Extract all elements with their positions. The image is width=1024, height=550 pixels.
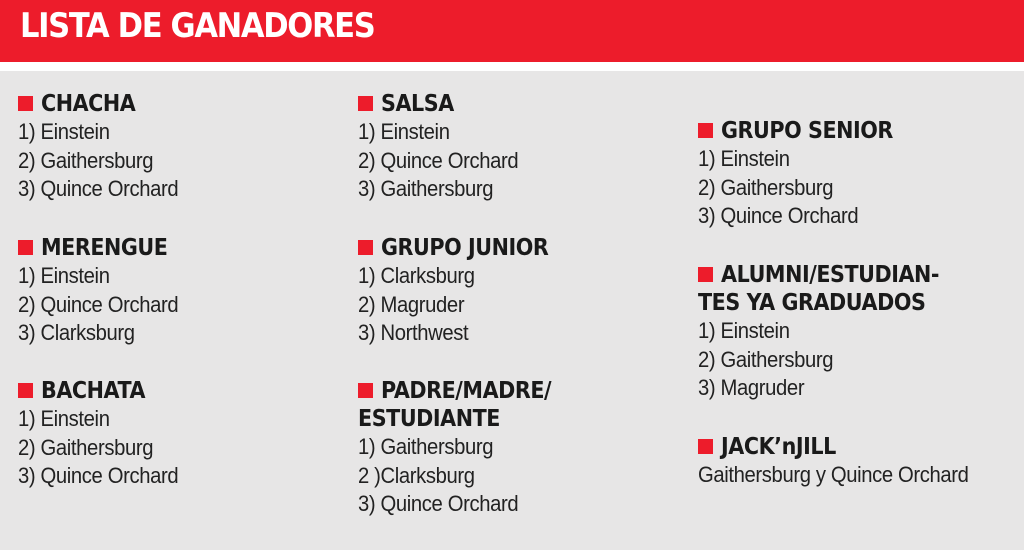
list-item: 1) Gaithersburg [358,434,494,459]
section-heading [698,117,1018,145]
red-square-icon [358,240,373,255]
list-item: 1) Clarksburg [358,263,475,288]
red-square-icon [698,123,713,138]
list-item: 2) Gaithersburg [18,147,154,173]
section-heading [698,433,1018,461]
section-jack-n-jill [698,433,1018,490]
red-square-icon [358,383,373,398]
list-item: 1) Einstein [698,146,790,171]
section-heading [18,377,338,405]
section-merengue [18,234,338,348]
list-item: 3) Clarksburg [18,320,135,346]
section-alumni [698,261,1018,403]
header-divider [0,62,1024,71]
list-item: 3) Magruder [698,375,805,401]
list-item: 2) Gaithersburg [18,434,154,460]
section-title: MERENGUE [41,235,168,261]
section-chacha [18,90,338,204]
list-item: 3) Quince Orchard [18,463,179,489]
list-item: Gaithersburg y Quince Orchard [698,462,969,487]
section-title: CHACHA [41,91,136,117]
section-heading [698,261,1018,289]
section-padre-madre-estudiante [358,377,678,519]
section-title: PADRE/MADRE/ [381,378,552,404]
section-heading [358,377,678,405]
section-title: GRUPO JUNIOR [381,235,549,261]
list-item: 2 )Clarksburg [358,462,475,488]
page-title: LISTA DE GANADORES [20,6,375,46]
list-item: 1) Einstein [18,263,110,288]
list-item: 1) Einstein [358,119,450,144]
header-banner [0,0,1024,62]
section-title: ALUMNI/ESTUDIAN- [721,262,940,288]
section-heading [358,90,678,118]
list-item: 3) Northwest [358,320,469,346]
section-title-line-2: TES YA GRADUADOS [698,290,926,316]
list-item: 3) Quince Orchard [18,176,179,202]
list-item: 1) Einstein [18,119,110,144]
list-item: 2) Magruder [358,291,465,317]
section-grupo-junior [358,234,678,348]
section-salsa [358,90,678,204]
section-grupo-senior [698,117,1018,231]
red-square-icon [698,439,713,454]
red-square-icon [698,267,713,282]
section-heading [18,234,338,262]
list-item: 2) Gaithersburg [698,346,834,372]
list-item: 1) Einstein [698,318,790,343]
section-heading [18,90,338,118]
list-item: 2) Quince Orchard [18,291,179,317]
section-title: SALSA [381,91,454,117]
list-item: 3) Gaithersburg [358,176,494,202]
red-square-icon [18,240,33,255]
list-item: 2) Gaithersburg [698,174,834,200]
list-item: 2) Quince Orchard [358,147,519,173]
red-square-icon [18,383,33,398]
list-item: 3) Quince Orchard [358,491,519,517]
section-bachata [18,377,338,491]
section-title: GRUPO SENIOR [721,118,893,144]
red-square-icon [358,96,373,111]
list-item: 3) Quince Orchard [698,203,859,229]
red-square-icon [18,96,33,111]
section-heading [358,234,678,262]
list-item: 1) Einstein [18,406,110,431]
section-title: BACHATA [41,378,146,404]
section-title: JACK’nJILL [721,434,836,460]
section-title-line-2: ESTUDIANTE [358,406,500,432]
